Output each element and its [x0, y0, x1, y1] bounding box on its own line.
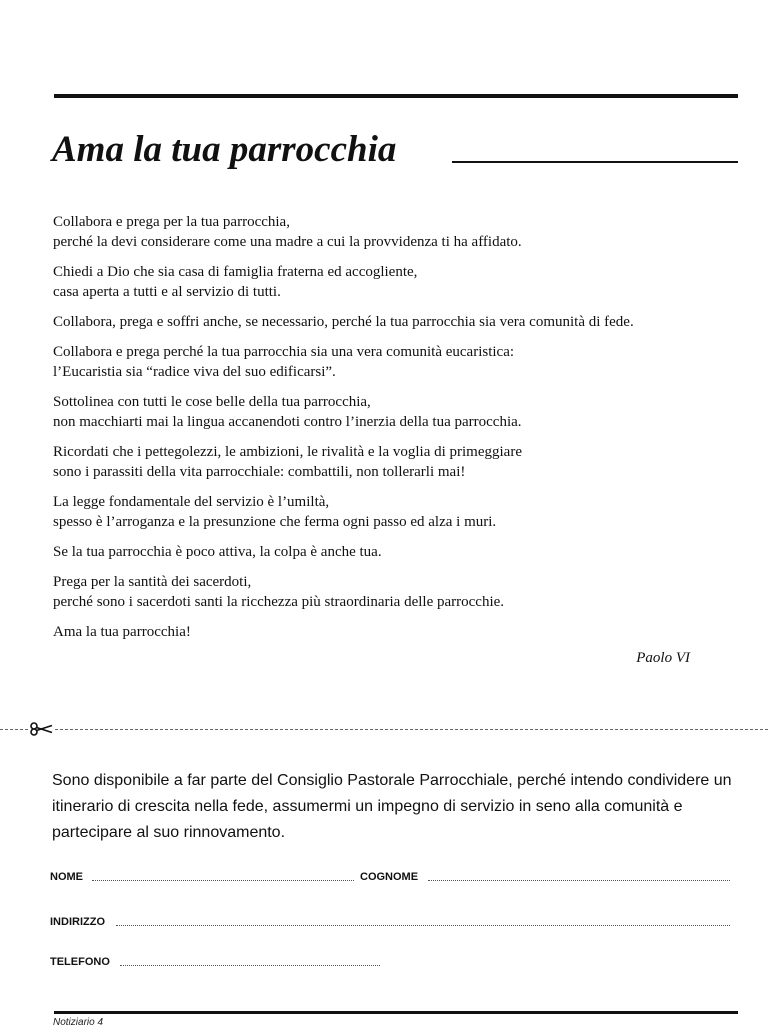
nome-field[interactable] — [92, 880, 354, 881]
paragraph — [53, 262, 713, 302]
paragraph-line: perché sono i sacerdoti santi la ricchezza più straordinaria delle parrocchie. — [53, 594, 505, 610]
paragraph-line: Se la tua parrocchia è poco attiva, la colpa è anche tua. — [53, 544, 382, 560]
paragraph-line: Prega per la santità dei sacerdoti, — [53, 574, 252, 590]
title-underline — [452, 161, 738, 163]
scissors-icon — [30, 722, 54, 736]
paragraph-line: perché la devi considerare come una madre a cui la provvidenza ti ha affidato. — [53, 234, 522, 250]
paragraph-line: Collabora, prega e soffri anche, se necessario, perché la tua parrocchia sia vera comunità di fede. — [53, 314, 634, 330]
paragraph-line: Collabora e prega per la tua parrocchia, — [53, 214, 290, 230]
form-intro: Sono disponibile a far parte del Consiglio Pastorale Parrocchiale, perché intendo condividere un itinerario di crescita nella fede, assumermi un impegno di servizio in seno alla comunità e partecipare al suo rinnovamento. — [52, 772, 732, 841]
cut-line — [0, 729, 768, 730]
paragraph — [53, 492, 713, 532]
paragraph-line: sono i parassiti della vita parrocchiale: combattili, non tollerarli mai! — [53, 464, 466, 480]
top-rule — [54, 94, 738, 98]
paragraph — [53, 342, 713, 382]
bottom-rule — [54, 1011, 738, 1014]
paragraph-line: La legge fondamentale del servizio è l’umiltà, — [53, 494, 330, 510]
paragraph — [53, 212, 713, 252]
paragraph-line: casa aperta a tutti e al servizio di tutti. — [53, 284, 281, 300]
footer-label: Notiziario 4 — [53, 1017, 104, 1028]
paragraph-line: Ama la tua parrocchia! — [53, 624, 191, 640]
telefono-label: TELEFONO — [50, 956, 110, 968]
paragraph — [53, 572, 713, 612]
nome-label: NOME — [50, 871, 83, 883]
paragraph-line: spesso è l’arroganza e la presunzione che ferma ogni passo ed alza i muri. — [53, 514, 497, 530]
page-title: Ama la tua parrocchia — [52, 129, 397, 170]
cognome-field[interactable] — [428, 880, 730, 881]
paragraph — [53, 542, 713, 562]
article-body — [53, 212, 713, 652]
paragraph — [53, 622, 713, 642]
cognome-label: COGNOME — [360, 871, 419, 883]
paragraph-line: l’Eucaristia sia “radice viva del suo edificarsi”. — [53, 364, 336, 380]
paragraph-line: non macchiarti mai la lingua accanendoti contro l’inerzia della tua parrocchia. — [53, 414, 522, 430]
indirizzo-field[interactable] — [116, 925, 730, 926]
telefono-field[interactable] — [120, 965, 380, 966]
paragraph-line: Chiedi a Dio che sia casa di famiglia fraterna ed accogliente, — [53, 264, 418, 280]
paragraph-line: Ricordati che i pettegolezzi, le ambizioni, le rivalità e la voglia di primeggiare — [53, 444, 522, 460]
paragraph-line: Collabora e prega perché la tua parrocchia sia una vera comunità eucaristica: — [53, 344, 515, 360]
paragraph — [53, 442, 713, 482]
paragraph — [53, 392, 713, 432]
title-row — [52, 126, 740, 174]
indirizzo-label: INDIRIZZO — [50, 916, 105, 928]
signature: Paolo VI — [636, 650, 690, 666]
paragraph — [53, 312, 713, 332]
paragraph-line: Sottolinea con tutti le cose belle della tua parrocchia, — [53, 394, 371, 410]
